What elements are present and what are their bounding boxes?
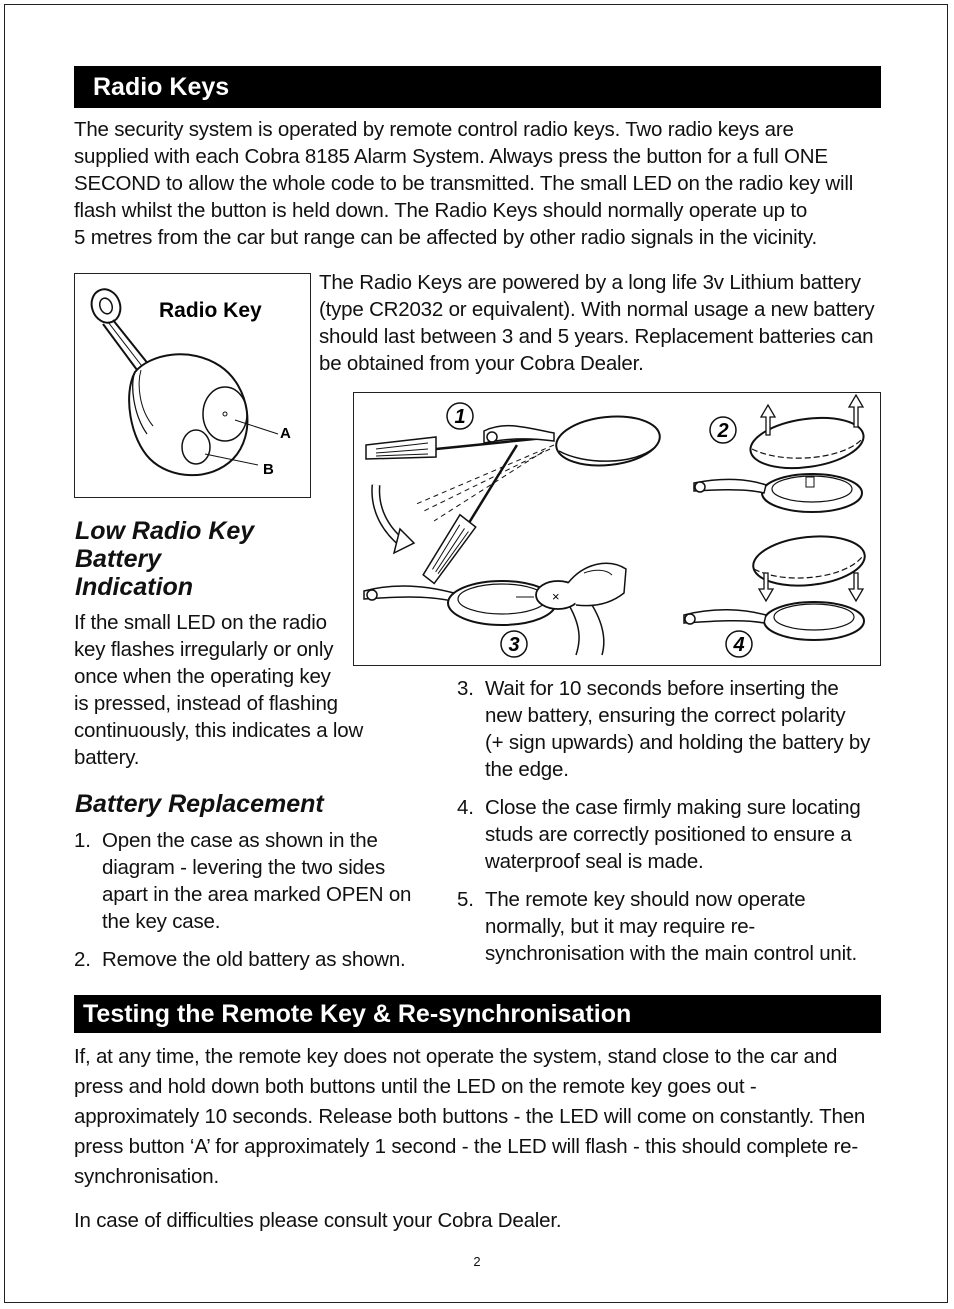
intro-line: SECOND to allow the whole code to be transmitted. The small LED on the radio key will	[74, 172, 854, 195]
step-number: 5.	[457, 888, 474, 911]
battery-replacement-figure	[353, 392, 881, 666]
radio-key-illustration	[75, 274, 310, 497]
low-battery-heading-line: Battery	[75, 545, 162, 573]
steps-left-column	[74, 827, 414, 973]
steps-right-column	[457, 675, 889, 967]
step-line: Wait for 10 seconds before inserting the	[485, 677, 839, 700]
battery-info-line: should last between 3 and 5 years. Replacement batteries can	[319, 325, 874, 348]
low-battery-line: battery.	[74, 746, 140, 769]
step-line: The remote key should now operate	[485, 888, 806, 911]
step-line: studs are correctly positioned to ensure a	[485, 823, 852, 846]
step-1-badge	[447, 403, 473, 429]
step-line: Remove the old battery as shown.	[102, 948, 406, 971]
testing-line: If, at any time, the remote key does not operate the system, stand close to the car and	[74, 1045, 838, 1068]
step-1-illustration	[366, 412, 662, 584]
step-number: 4.	[457, 796, 474, 819]
battery-info-paragraph	[319, 269, 889, 377]
low-battery-line: once when the operating key	[74, 665, 331, 688]
svg-text:×: ×	[552, 589, 560, 604]
step-3-illustration	[364, 563, 626, 655]
intro-line: supplied with each Cobra 8185 Alarm System. Always press the button for a full ONE	[74, 145, 828, 168]
step-line: waterproof seal is made.	[485, 850, 704, 873]
low-battery-heading	[75, 517, 335, 601]
button-b-label: B	[263, 461, 274, 478]
svg-text:3: 3	[508, 634, 520, 656]
step-3-badge	[501, 631, 527, 657]
step-line: (+ sign upwards) and holding the battery by	[485, 731, 871, 754]
testing-line: approximately 10 seconds. Release both buttons - the LED will come on constantly. Then	[74, 1105, 866, 1128]
testing-line: press button ‘A’ for approximately 1 second - the LED will flash - this should complete re-	[74, 1135, 858, 1158]
intro-line: The security system is operated by remote control radio keys. Two radio keys are	[74, 118, 794, 141]
radio-key-figure	[74, 273, 311, 498]
step-item-4	[457, 794, 889, 875]
step-item-3	[457, 675, 889, 783]
step-item-5	[457, 886, 889, 967]
intro-paragraph	[74, 116, 884, 251]
step-line: Open the case as shown in the	[102, 829, 378, 852]
button-a-label: A	[280, 425, 291, 442]
svg-text:1: 1	[454, 406, 466, 428]
step-number: 3.	[457, 677, 474, 700]
low-battery-line: is pressed, instead of flashing	[74, 692, 338, 715]
step-number: 2.	[74, 948, 91, 971]
step-number: 1.	[74, 829, 91, 852]
section-header-testing: Testing the Remote Key & Re-synchronisation	[74, 995, 881, 1033]
step-4-badge	[726, 631, 752, 657]
step-4-illustration	[684, 531, 867, 640]
step-line: apart in the area marked OPEN on	[102, 883, 412, 906]
intro-line: flash whilst the button is held down. The Radio Keys should normally operate up to	[74, 199, 808, 222]
low-battery-text	[74, 609, 384, 771]
step-item-1	[74, 827, 414, 935]
testing-line: synchronisation.	[74, 1165, 219, 1188]
low-battery-line: If the small LED on the radio	[74, 611, 327, 634]
low-battery-line: continuously, this indicates a low	[74, 719, 364, 742]
step-line: diagram - levering the two sides	[102, 856, 386, 879]
step-line: the key case.	[102, 910, 221, 933]
step-2-badge	[710, 417, 736, 443]
section-header-radio-keys: Radio Keys	[74, 66, 881, 108]
step-line: normally, but it may require re-	[485, 915, 756, 938]
battery-info-line: The Radio Keys are powered by a long life 3v Lithium battery	[319, 271, 861, 294]
step-line: new battery, ensuring the correct polarity	[485, 704, 846, 727]
step-item-2	[74, 946, 414, 973]
low-battery-line: key flashes irregularly or only	[74, 638, 334, 661]
step-line: Close the case firmly making sure locating	[485, 796, 861, 819]
step-line: the edge.	[485, 758, 569, 781]
battery-replacement-heading: Battery Replacement	[75, 790, 324, 818]
svg-text:4: 4	[733, 634, 745, 656]
battery-info-line: (type CR2032 or equivalent). With normal usage a new battery	[319, 298, 875, 321]
svg-text:2: 2	[717, 420, 729, 442]
low-battery-heading-line: Low Radio Key	[75, 517, 255, 545]
radio-key-figure-title: Radio Key	[159, 299, 262, 322]
battery-info-line: be obtained from your Cobra Dealer.	[319, 352, 644, 375]
testing-paragraph	[74, 1042, 889, 1192]
intro-line: 5 metres from the car but range can be affected by other radio signals in the vicinity.	[74, 226, 818, 249]
step-2-illustration	[694, 395, 867, 512]
battery-replacement-illustration	[354, 393, 880, 665]
page-number: 2	[473, 1254, 481, 1269]
low-battery-heading-line: Indication	[75, 573, 194, 601]
testing-line: press and hold down both buttons until the LED on the remote key goes out -	[74, 1075, 757, 1098]
dealer-note: In case of difficulties please consult your Cobra Dealer.	[74, 1209, 562, 1232]
step-line: synchronisation with the main control unit.	[485, 942, 857, 965]
